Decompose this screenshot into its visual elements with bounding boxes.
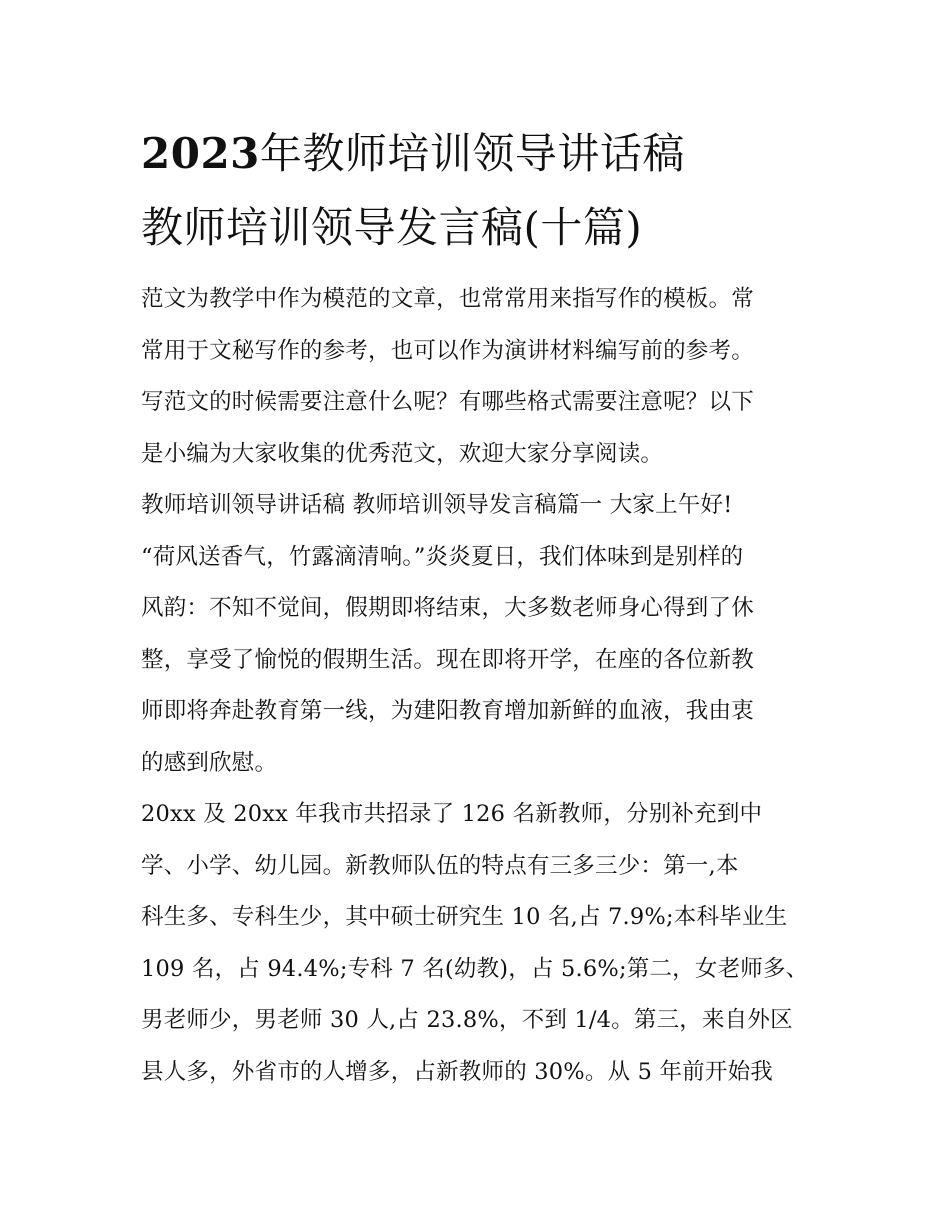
body-line: 范文为教学中作为模范的文章，也常常用来指写作的模板。常 (141, 286, 754, 312)
body-line: 教师培训领导讲话稿 教师培训领导发言稿篇一 大家上午好! (141, 492, 733, 518)
document-title-line1 (141, 118, 821, 190)
body-line: “荷风送香气，竹露滴清响。”炎炎夏日，我们体味到是别样的 (141, 543, 744, 570)
document-body (141, 274, 821, 1098)
title-year: 2023 (141, 129, 260, 178)
body-line: 男老师少，男老师 30 人,占 23.8%，不到 1/4。第三，来自外区 (141, 1007, 793, 1033)
body-line: 20xx 及 20xx 年我市共招录了 126 名新教师，分别补充到中 (141, 801, 763, 827)
body-line: 县人多，外省市的人增多，占新教师的 30%。从 5 年前开始我 (141, 1058, 773, 1085)
body-line: 常用于文秘写作的参考，也可以作为演讲材料编写前的参考。 (141, 337, 754, 364)
body-line: 师即将奔赴教育第一线，为建阳教育增加新鲜的血液，我由衷 (141, 698, 754, 724)
body-line: 学、小学、幼儿园。新教师队伍的特点有三多三少：第一,本 (141, 852, 739, 879)
body-line: 109 名，占 94.4%;专科 7 名(幼教)，占 5.6%;第二，女老师多、 (141, 955, 809, 982)
title-text: 年教师培训领导讲话稿 (259, 129, 685, 178)
body-line: 风韵：不知不觉间，假期即将结束，大多数老师身心得到了休 (141, 595, 754, 621)
body-line: 是小编为大家收集的优秀范文，欢迎大家分享阅读。 (141, 440, 664, 467)
body-line: 科生多、专科生少，其中硕士研究生 10 名,占 7.9%;本科毕业生 (141, 904, 788, 930)
document-title-line2: 教师培训领导发言稿(十篇) (141, 203, 643, 252)
body-line: 整，享受了愉悦的假期生活。现在即将开学，在座的各位新教 (141, 646, 754, 673)
body-line: 的感到欣慰。 (141, 749, 278, 776)
document-content (141, 118, 821, 1098)
body-line: 写范文的时候需要注意什么呢？有哪些格式需要注意呢？以下 (141, 389, 754, 415)
